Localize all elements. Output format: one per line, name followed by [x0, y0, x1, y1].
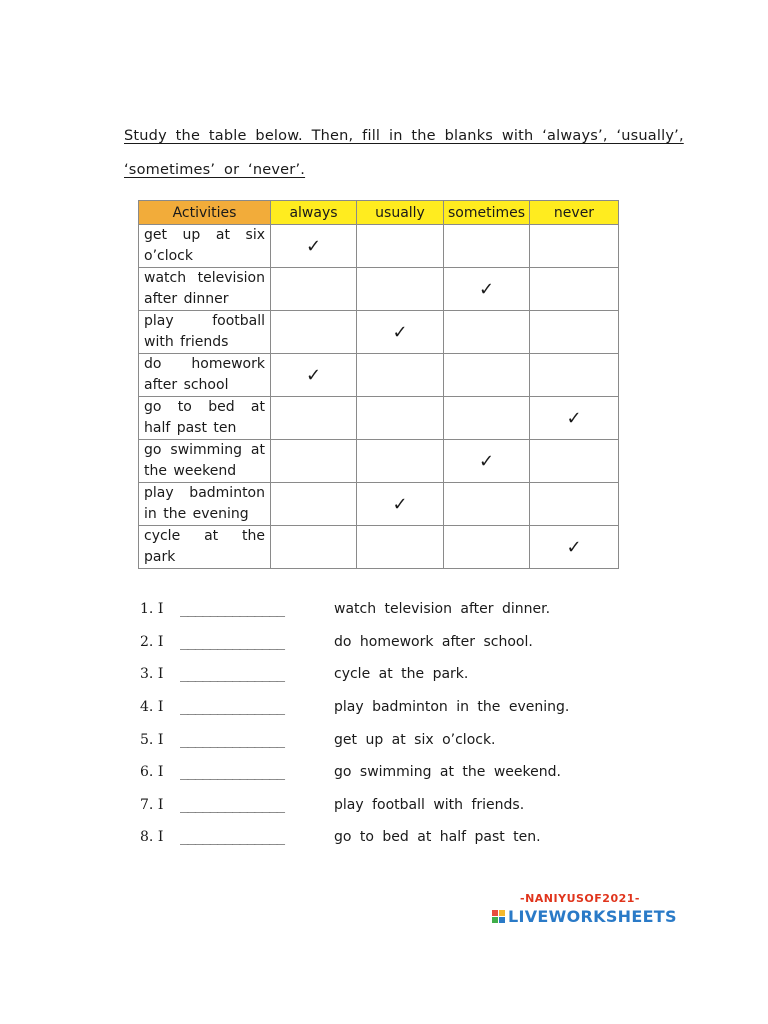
instruction-line-2: ‘sometimes’ or ‘never’. [124, 162, 306, 178]
exercise-item [140, 691, 569, 724]
activity-cell: play football with friends [139, 311, 271, 354]
activity-cell: do homework after school [139, 354, 271, 397]
activity-cell: cycle at the park [139, 526, 271, 569]
frequency-cell [530, 440, 619, 483]
frequency-cell [271, 311, 357, 354]
liveworksheets-logo [492, 907, 677, 926]
frequency-cell [357, 440, 444, 483]
answer-blank[interactable]: ______________ [180, 633, 285, 650]
frequency-cell [357, 311, 444, 354]
table-row [139, 440, 619, 483]
exercise-sentence: go swimming at the weekend. [334, 764, 561, 781]
exercise-sentence: watch television after dinner. [334, 601, 551, 618]
activity-cell: go to bed at half past ten [139, 397, 271, 440]
frequency-cell [271, 268, 357, 311]
frequency-cell [271, 526, 357, 569]
answer-blank[interactable]: ______________ [180, 764, 285, 781]
table-row [139, 268, 619, 311]
table-row [139, 526, 619, 569]
tick-icon: ✓ [392, 321, 408, 343]
exercise-item [140, 593, 569, 626]
fill-in-exercise-list [140, 593, 569, 854]
table-row [139, 397, 619, 440]
exercise-sentence: go to bed at half past ten. [334, 829, 541, 846]
frequency-cell [530, 268, 619, 311]
exercise-sentence: play badminton in the evening. [334, 699, 570, 716]
exercise-number: 2. I [140, 633, 164, 650]
frequency-cell [357, 354, 444, 397]
frequency-cell [530, 483, 619, 526]
frequency-cell [444, 483, 530, 526]
answer-blank[interactable]: ______________ [180, 731, 285, 748]
frequency-cell [271, 483, 357, 526]
frequency-cell [357, 483, 444, 526]
logo-text: LIVEWORKSHEETS [508, 907, 677, 926]
tick-icon: ✓ [392, 493, 408, 515]
frequency-cell [357, 225, 444, 268]
exercise-number: 5. I [140, 731, 164, 748]
frequency-cell [271, 354, 357, 397]
exercise-number: 1. I [140, 601, 164, 618]
answer-blank[interactable]: ______________ [180, 666, 285, 683]
header-activities: Activities [139, 201, 271, 225]
exercise-item [140, 756, 569, 789]
activity-cell: get up at six o’clock [139, 225, 271, 268]
exercise-number: 4. I [140, 699, 164, 716]
frequency-cell [530, 526, 619, 569]
tick-icon: ✓ [305, 364, 322, 386]
exercise-number: 7. I [140, 796, 164, 813]
frequency-cell [444, 397, 530, 440]
activity-cell: watch television after dinner [139, 268, 271, 311]
exercise-item [140, 658, 569, 691]
frequency-cell [357, 268, 444, 311]
author-credit: -NANIYUSOF2021- [520, 892, 640, 905]
header-sometimes: sometimes [444, 201, 530, 225]
answer-blank[interactable]: ______________ [180, 601, 285, 618]
frequency-cell [271, 440, 357, 483]
tick-icon: ✓ [478, 278, 495, 300]
frequency-cell [444, 225, 530, 268]
frequency-cell [357, 526, 444, 569]
exercise-sentence: get up at six o’clock. [334, 731, 496, 748]
activity-cell: play badminton in the evening [139, 483, 271, 526]
frequency-cell [271, 225, 357, 268]
header-always: always [271, 201, 357, 225]
liveworksheets-logo-icon [492, 910, 505, 923]
frequency-cell [444, 311, 530, 354]
table-row [139, 483, 619, 526]
answer-blank[interactable]: ______________ [180, 829, 285, 846]
frequency-cell [357, 397, 444, 440]
exercise-item [140, 723, 569, 756]
header-never: never [530, 201, 619, 225]
exercise-sentence: play football with friends. [334, 796, 525, 813]
tick-icon: ✓ [305, 235, 322, 257]
exercise-item [140, 626, 569, 659]
answer-blank[interactable]: ______________ [180, 699, 285, 716]
tick-icon: ✓ [478, 450, 495, 472]
table-header-row [139, 201, 619, 225]
tick-icon: ✓ [566, 407, 582, 429]
frequency-cell [271, 397, 357, 440]
exercise-sentence: cycle at the park. [334, 666, 469, 683]
frequency-cell [444, 526, 530, 569]
exercise-sentence: do homework after school. [334, 633, 533, 650]
exercise-number: 6. I [140, 764, 164, 781]
frequency-cell [530, 397, 619, 440]
frequency-cell [444, 440, 530, 483]
table-row [139, 354, 619, 397]
header-usually: usually [357, 201, 444, 225]
table-row [139, 311, 619, 354]
branding [492, 892, 677, 926]
frequency-cell [444, 268, 530, 311]
activities-table [138, 200, 619, 569]
exercise-item [140, 821, 569, 854]
frequency-cell [530, 311, 619, 354]
tick-icon: ✓ [566, 536, 582, 558]
activity-cell: go swimming at the weekend [139, 440, 271, 483]
exercise-item [140, 789, 569, 822]
instruction-line-1: Study the table below. Then, fill in the blanks with ‘always’, ‘usually’, [124, 128, 684, 144]
frequency-cell [444, 354, 530, 397]
answer-blank[interactable]: ______________ [180, 796, 285, 813]
frequency-cell [530, 354, 619, 397]
exercise-number: 3. I [140, 666, 164, 683]
table-row [139, 225, 619, 268]
exercise-number: 8. I [140, 829, 164, 846]
frequency-cell [530, 225, 619, 268]
